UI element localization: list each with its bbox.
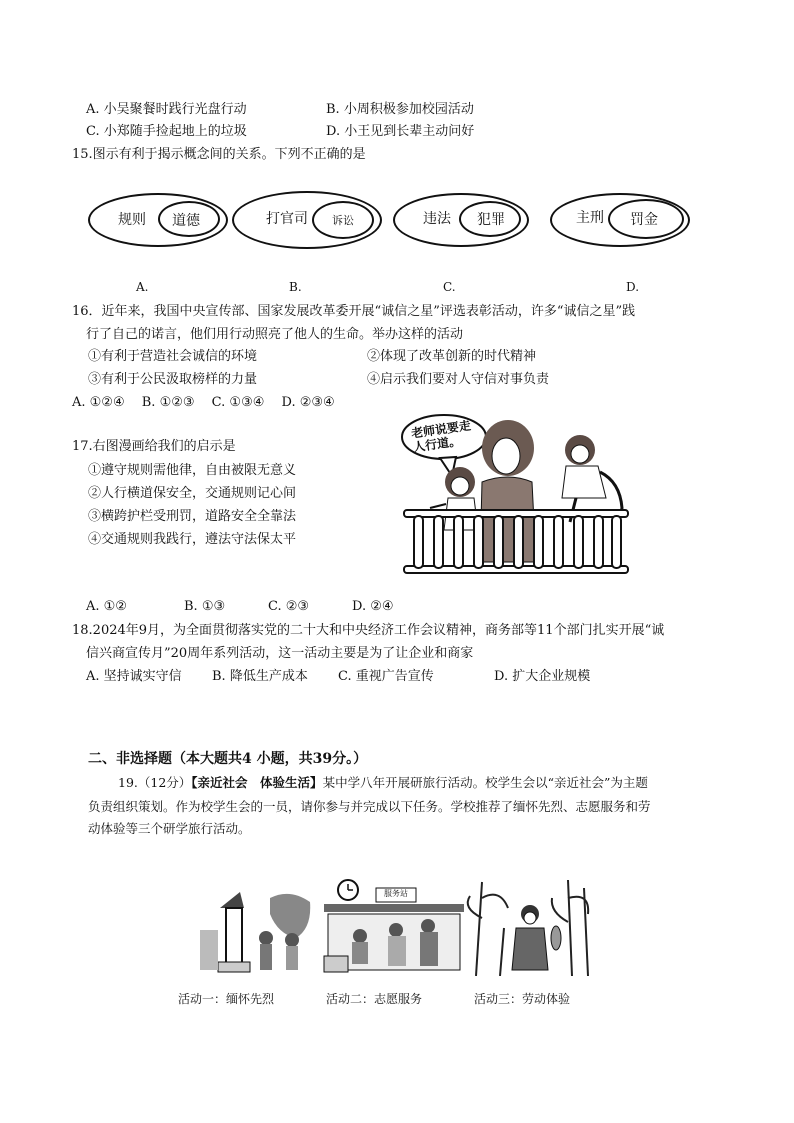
q17-statement-4: ④交通规则我践行，遵法守法保太平 (88, 532, 297, 547)
outer-label: 主刑 (576, 210, 604, 226)
q19-line3: 动体验等三个研学旅行活动。 (88, 821, 251, 836)
section2-title: 二、非选择题（本大题共4 小题，共39分。） (88, 751, 368, 767)
q16-statement-2: ②体现了改革创新的时代精神 (367, 349, 537, 364)
q15-label-c: C. (443, 280, 456, 294)
q16-statement-4: ④启示我们要对人守信对事负责 (367, 372, 550, 387)
outer-label: 规则 (118, 212, 146, 228)
q16-stem-line1: 16．近年来，我国中央宣传部、国家发展改革委开展“诚信之星”评选表彰活动，许多“诚信之星”践 (72, 304, 636, 319)
inner-label: 道德 (172, 213, 200, 229)
q15-label-d: D. (626, 280, 640, 294)
q19-activity-images (200, 878, 592, 976)
q17-statement-3: ③横跨护栏受刑罚，道路安全全靠法 (88, 509, 297, 524)
q17-cartoon-image (400, 412, 632, 584)
monument-image (200, 878, 320, 976)
q16-statement-3: ③有利于公民汲取榜样的力量 (88, 372, 258, 387)
q19-line2: 负责组织策划。作为校学生会的一员，请你参与并完成以下任务。学校推荐了缅怀先烈、志愿服务和劳 (88, 799, 651, 814)
q17-statement-2: ②人行横道保安全，交通规则记心间 (88, 486, 297, 501)
q19-number: 19.（12分） (118, 775, 192, 790)
q17-option-c: C. ②③ (268, 599, 310, 614)
q19-tag: 【亲近社会 体验生活】 (191, 775, 323, 790)
q15-label-b: B. (289, 280, 302, 294)
q16-statement-1: ①有利于营造社会诚信的环境 (88, 349, 258, 364)
q14-option-c: C. 小郑随手捡起地上的垃圾 (86, 124, 247, 139)
inner-label: 犯罪 (477, 212, 505, 228)
activity-caption-3: 活动三：劳动体验 (474, 992, 571, 1006)
q14-option-b: B. 小周积极参加校园活动 (326, 102, 474, 117)
q17-option-a: A. ①② (86, 599, 127, 614)
activity-caption-1: 活动一：缅怀先烈 (178, 992, 275, 1006)
q17-option-d: D. ②④ (352, 599, 394, 614)
corn-field-image (468, 878, 592, 976)
q19-line1 (118, 774, 648, 792)
q15-diagram-b (232, 191, 382, 249)
service-station-sign: 服务站 (384, 889, 408, 898)
q18-option-d: D. 扩大企业规模 (494, 669, 591, 684)
q15-diagram-d (550, 193, 690, 247)
outer-label: 违法 (423, 211, 451, 227)
q14-option-a: A. 小吴聚餐时践行光盘行动 (86, 102, 247, 117)
q18-option-b: B. 降低生产成本 (212, 669, 308, 684)
q15-stem: 15.图示有利于揭示概念间的关系。下列不正确的是 (72, 147, 366, 162)
q17-option-b: B. ①③ (184, 599, 226, 614)
inner-label: 诉讼 (332, 214, 354, 227)
q16-options: A. ①②④ B. ①②③ C. ①③④ D. ②③④ (72, 395, 335, 410)
q15-diagram-a (88, 193, 228, 247)
activity-caption-2: 活动二：志愿服务 (326, 992, 423, 1006)
cartoon-speech-text: 老师说要走人行道。 (410, 418, 472, 455)
q17-stem: 17.右图漫画给我们的启示是 (72, 439, 236, 454)
q17-statement-1: ①遵守规则需他律，自由被限无意义 (88, 463, 297, 478)
inner-label: 罚金 (630, 212, 658, 228)
q18-option-a: A. 坚持诚实守信 (86, 669, 182, 684)
q19-line1-text: 某中学八年开展研旅行活动。校学生会以“亲近社会”为主题 (322, 775, 648, 790)
outer-label: 打官司 (266, 211, 308, 227)
q18-stem-line2: 信兴商宣传月”20周年系列活动，这一活动主要是为了让企业和商家 (86, 646, 474, 661)
q18-stem-line1: 18.2024年9月，为全面贯彻落实党的二十大和中央经济工作会议精神，商务部等11个部门扎实开展“诚 (72, 623, 665, 638)
q18-option-c: C. 重视广告宣传 (338, 669, 434, 684)
q16-stem-line2: 行了自己的诺言，他们用行动照亮了他人的生命。举办这样的活动 (86, 327, 464, 342)
q15-diagram-c (393, 193, 529, 247)
q14-option-d: D. 小王见到长辈主动问好 (326, 124, 475, 139)
q15-label-a: A. (136, 280, 149, 294)
